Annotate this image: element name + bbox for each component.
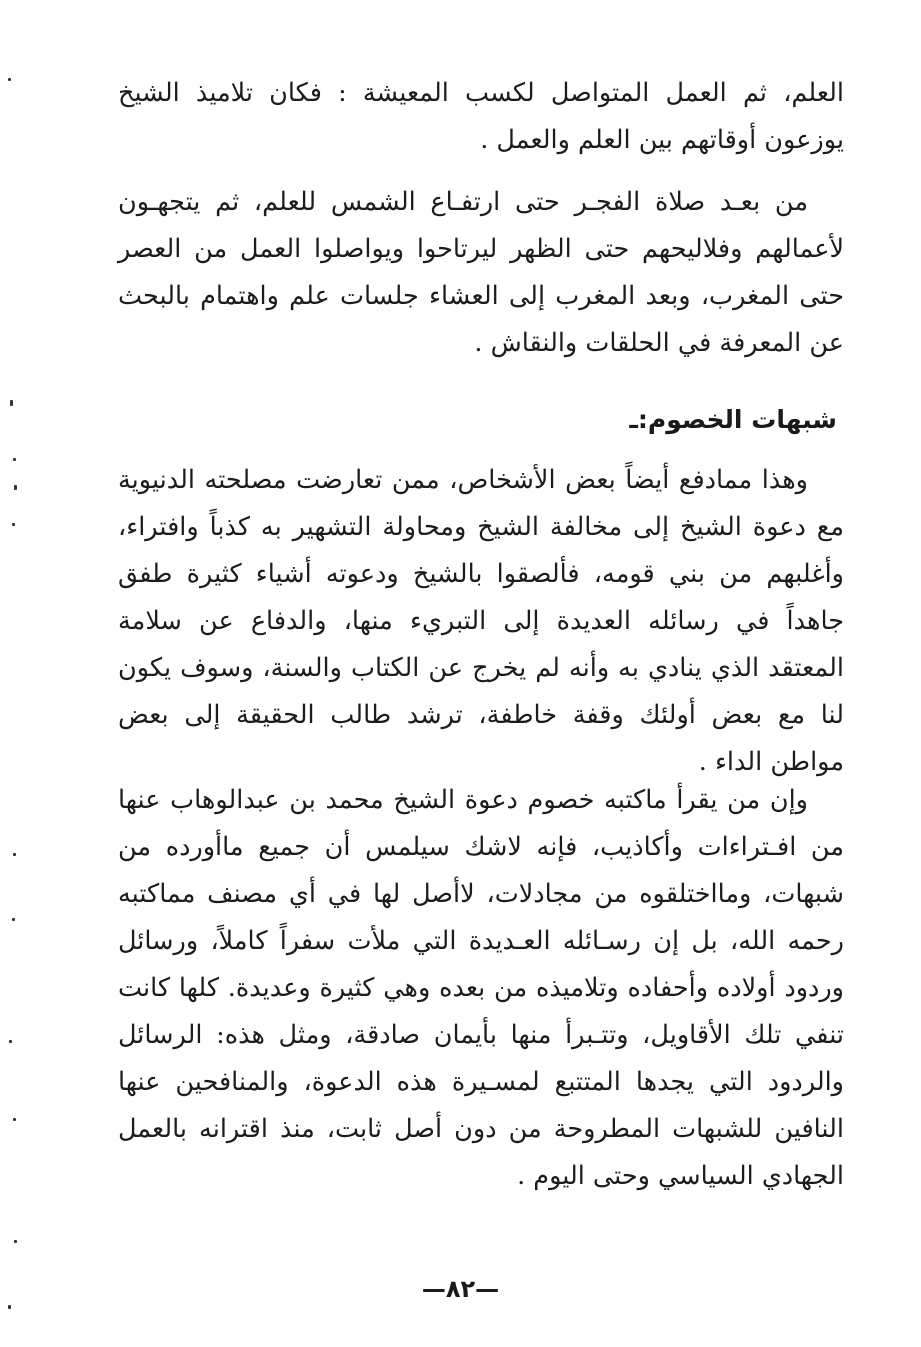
scan-speck xyxy=(12,523,15,526)
scan-speck xyxy=(14,485,17,490)
scan-speck xyxy=(10,400,13,406)
section-heading: شبهات الخصوم:ـ xyxy=(629,405,837,434)
scan-speck xyxy=(12,918,15,921)
scan-speck xyxy=(8,78,11,81)
paragraph-2: من بعـد صلاة الفجـر حتى ارتفـاع الشمس للعلم، ثم يتجهـون لأعمالهم وفلاليحهم حتى الظهر ليرتاحوا ويواصلوا العمل من العصر حتى المغرب، وبعد المغرب إلى العشاء جلسات علم واهتمام بالبحث عن المعرفة في الحلقات والنقاش . xyxy=(118,187,844,358)
scan-speck xyxy=(13,853,16,856)
scan-speck xyxy=(14,1240,17,1243)
scan-speck xyxy=(8,1305,11,1309)
page-number: —٨٢— xyxy=(421,1275,500,1303)
paragraph-1: العلم، ثم العمل المتواصل لكسب المعيشة : فكان تلاميذ الشيخ يوزعون أوقاتهم بين العلم والعمل . xyxy=(118,78,844,155)
scan-speck xyxy=(9,1040,12,1043)
scan-speck xyxy=(13,1118,16,1121)
scan-speck xyxy=(13,458,16,461)
paragraph-3: وهذا ممادفع أيضاً بعض الأشخاص، ممن تعارضت مصلحته الدنيوية مع دعوة الشيخ إلى مخالفة الشيخ ومحاولة التشهير به كذباً وافتراء، وأغلبهم من بني قومه، فألصقوا بالشيخ ودعوته أشياء كثيرة طفق جاهداً في رسائله العديدة إلى التبريء منها، والدفاع عن سلامة المعتقد الذي ينادي به وأنه لم يخرج عن الكتاب والسنة، وسوف يكون لنا مع بعض أولئك وقفة خاطفة، ترشد طالب الحقيقة إلى بعض مواطن الداء . xyxy=(118,465,844,777)
paragraph-4: وإن من يقرأ ماكتبه خصوم دعوة الشيخ محمد بن عبدالوهاب عنها من افـتراءات وأكاذيب، فإنه لاشك سيلمس أن جميع ماأورده من شبهات، ومااختلقوه من مجادلات، لاأصل لها في أي مصنف مماكتبه رحمه الله، بل إن رسـائله العـديدة التي ملأت سفراً كاملاً، ورسائل وردود أولاده وأحفاده وتلاميذه من بعده وهي كثيرة وعديدة. كلها كانت تنفي تلك الأقاويل، وتتـبرأ منها بأيمان صادقة، ومثل هذه: الرسائل والردود التي يجدها المتتبع لمسـيرة هذه الدعوة، والمنافحين عنها النافين للشبهات المطروحة من دون أصل ثابت، منذ اقترانه بالعمل الجهادي السياسي وحتى اليوم . xyxy=(118,785,844,1191)
